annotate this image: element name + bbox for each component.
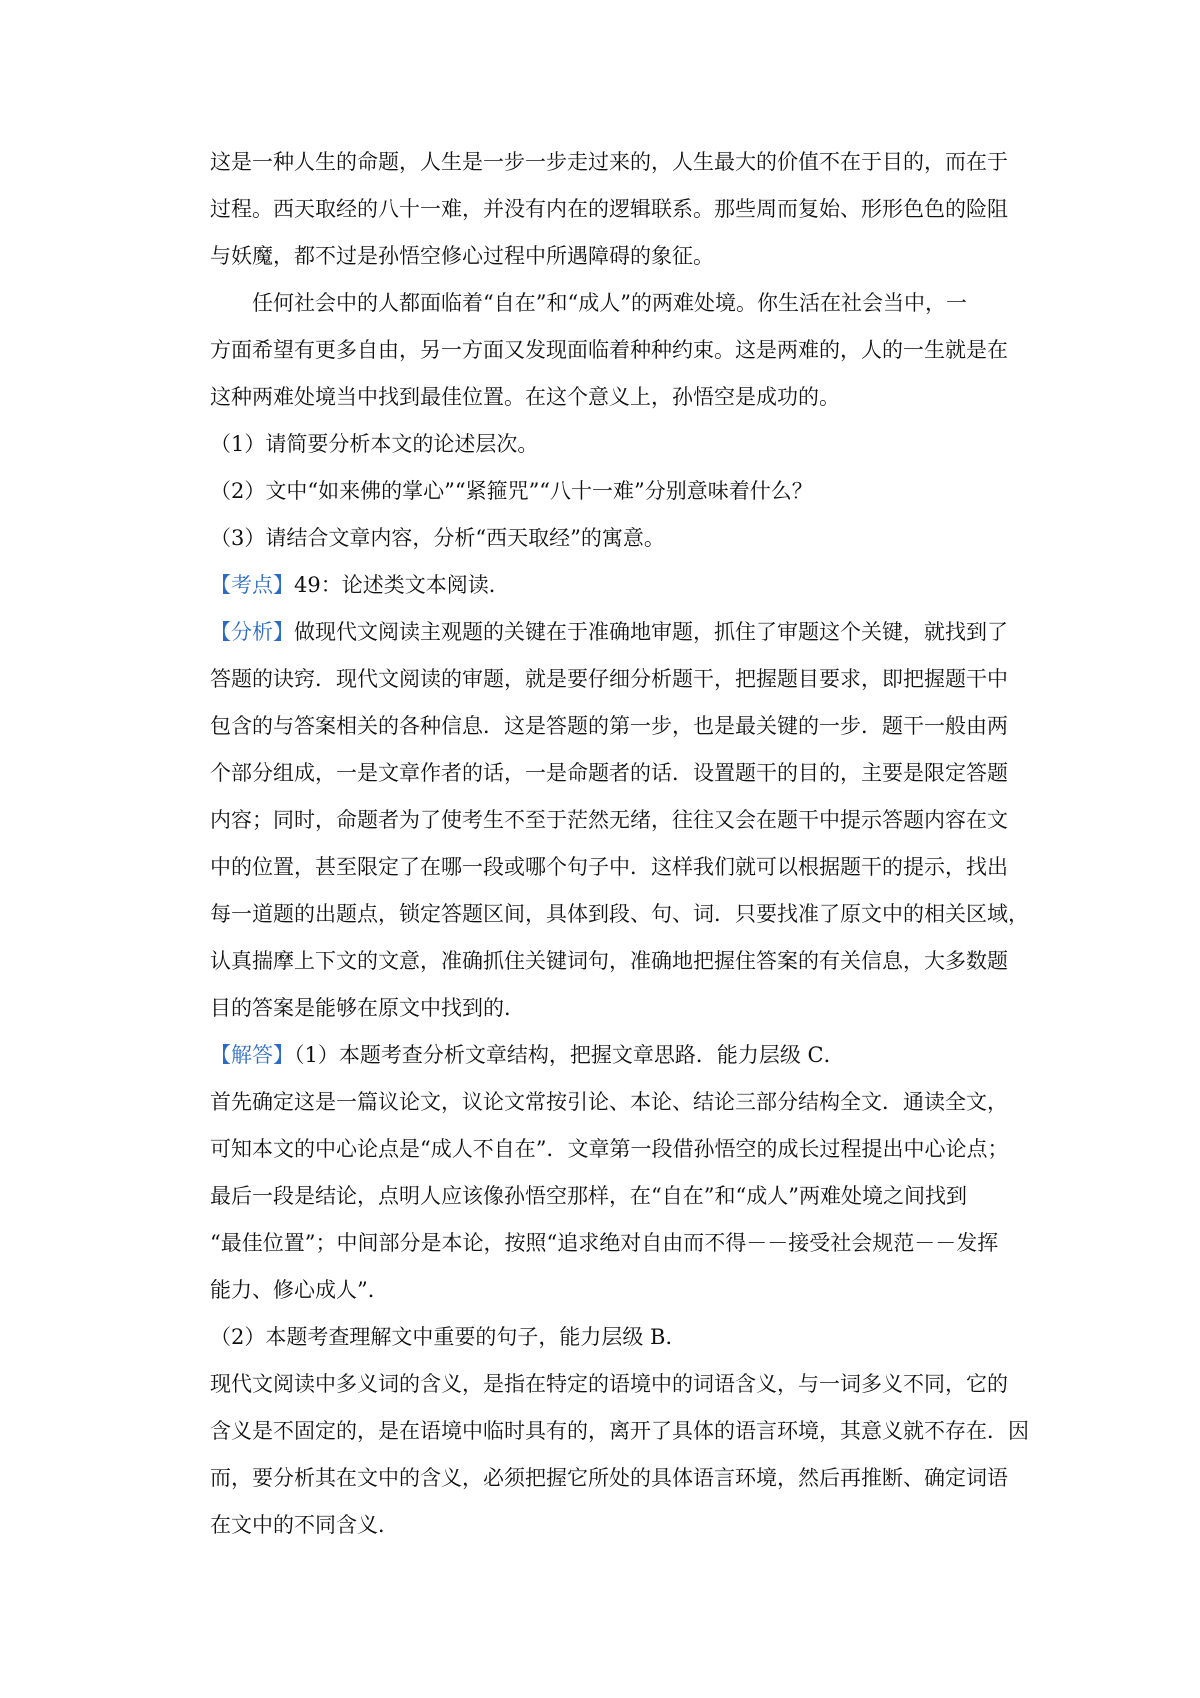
jieda-line: “最佳位置”；中间部分是本论，按照“追求绝对自由而不得－－接受社会规范－－发挥 bbox=[210, 1231, 999, 1255]
fenxi-line: 每一道题的出题点，锁定答题区间，具体到段、句、词．只要找准了原文中的相关区域， bbox=[210, 902, 1029, 926]
jieda-line: 最后一段是结论，点明人应该像孙悟空那样，在“自在”和“成人”两难处境之间找到 bbox=[210, 1184, 967, 1208]
passage-line: 这是一种人生的命题，人生是一步一步走过来的，人生最大的价值不在于目的，而在于 bbox=[210, 150, 1008, 174]
passage-line: 方面希望有更多自由，另一方面又发现面临着种种约束。这是两难的，人的一生就是在 bbox=[210, 338, 1008, 362]
fenxi-line: 中的位置，甚至限定了在哪一段或哪个句子中．这样我们就可以根据题干的提示，找出 bbox=[210, 855, 1008, 879]
passage-line: 任何社会中的人都面临着“自在”和“成人”的两难处境。你生活在社会当中，一 bbox=[252, 291, 967, 315]
jieda-line: 而，要分析其在文中的含义，必须把握它所处的具体语言环境，然后再推断、确定词语 bbox=[210, 1466, 1008, 1490]
jieda-line: 在文中的不同含义． bbox=[210, 1513, 399, 1537]
fenxi-tag: 【分析】 bbox=[210, 620, 294, 644]
fenxi-line: 答题的诀窍．现代文阅读的审题，就是要仔细分析题干，把握题目要求，即把握题干中 bbox=[210, 667, 1008, 691]
jieda-line: 含义是不固定的，是在语境中临时具有的，离开了具体的语言环境，其意义就不存在．因 bbox=[210, 1419, 1029, 1443]
question-2: （2）文中“如来佛的掌心”“紧箍咒”“八十一难”分别意味着什么？ bbox=[210, 479, 813, 503]
passage-line: 与妖魔，都不过是孙悟空修心过程中所遇障碍的象征。 bbox=[210, 244, 714, 268]
jieda-line bbox=[210, 1041, 1026, 1069]
passage-line: 这种两难处境当中找到最佳位置。在这个意义上，孙悟空是成功的。 bbox=[210, 385, 840, 409]
fenxi-line: 认真揣摩上下文的文意，准确抓住关键词句，准确地把握住答案的有关信息，大多数题 bbox=[210, 949, 1008, 973]
kaodian-text: 49：论述类文本阅读． bbox=[294, 573, 510, 597]
fenxi-line: 目的答案是能够在原文中找到的． bbox=[210, 996, 525, 1020]
fenxi-line: 包含的与答案相关的各种信息．这是答题的第一步，也是最关键的一步．题干一般由两 bbox=[210, 714, 1008, 738]
jieda-line: 现代文阅读中多义词的含义，是指在特定的语境中的词语含义，与一词多义不同，它的 bbox=[210, 1372, 1008, 1396]
fenxi-text: 做现代文阅读主观题的关键在于准确地审题，抓住了审题这个关键，就找到了 bbox=[294, 620, 1008, 644]
kaodian-line bbox=[210, 571, 1026, 599]
kaodian-tag: 【考点】 bbox=[210, 573, 294, 597]
jieda-line: 首先确定这是一篇议论文，议论文常按引论、本论、结论三部分结构全文．通读全文， bbox=[210, 1090, 1008, 1114]
jieda-tag: 【解答】 bbox=[210, 1043, 294, 1067]
fenxi-line: 个部分组成，一是文章作者的话，一是命题者的话．设置题干的目的，主要是限定答题 bbox=[210, 761, 1008, 785]
passage-line: 过程。西天取经的八十一难，并没有内在的逻辑联系。那些周而复始、形形色色的险阻 bbox=[210, 197, 1008, 221]
jieda-line: 能力、修心成人”． bbox=[210, 1278, 389, 1302]
jieda-text: （1）本题考查分析文章结构，把握文章思路．能力层级 C． bbox=[294, 1043, 845, 1067]
question-1: （1）请简要分析本文的论述层次。 bbox=[210, 432, 539, 456]
jieda-line: 可知本文的中心论点是“成人不自在”．文章第一段借孙悟空的成长过程提出中心论点； bbox=[210, 1137, 1009, 1161]
fenxi-line bbox=[210, 618, 1026, 646]
fenxi-line: 内容；同时，命题者为了使考生不至于茫然无绪，往往又会在题干中提示答题内容在文 bbox=[210, 808, 1008, 832]
document-page bbox=[210, 148, 1029, 1558]
question-3: （3）请结合文章内容，分析“西天取经”的寓意。 bbox=[210, 526, 665, 550]
jieda-q2-title: （2）本题考查理解文中重要的句子，能力层级 B． bbox=[210, 1325, 687, 1349]
